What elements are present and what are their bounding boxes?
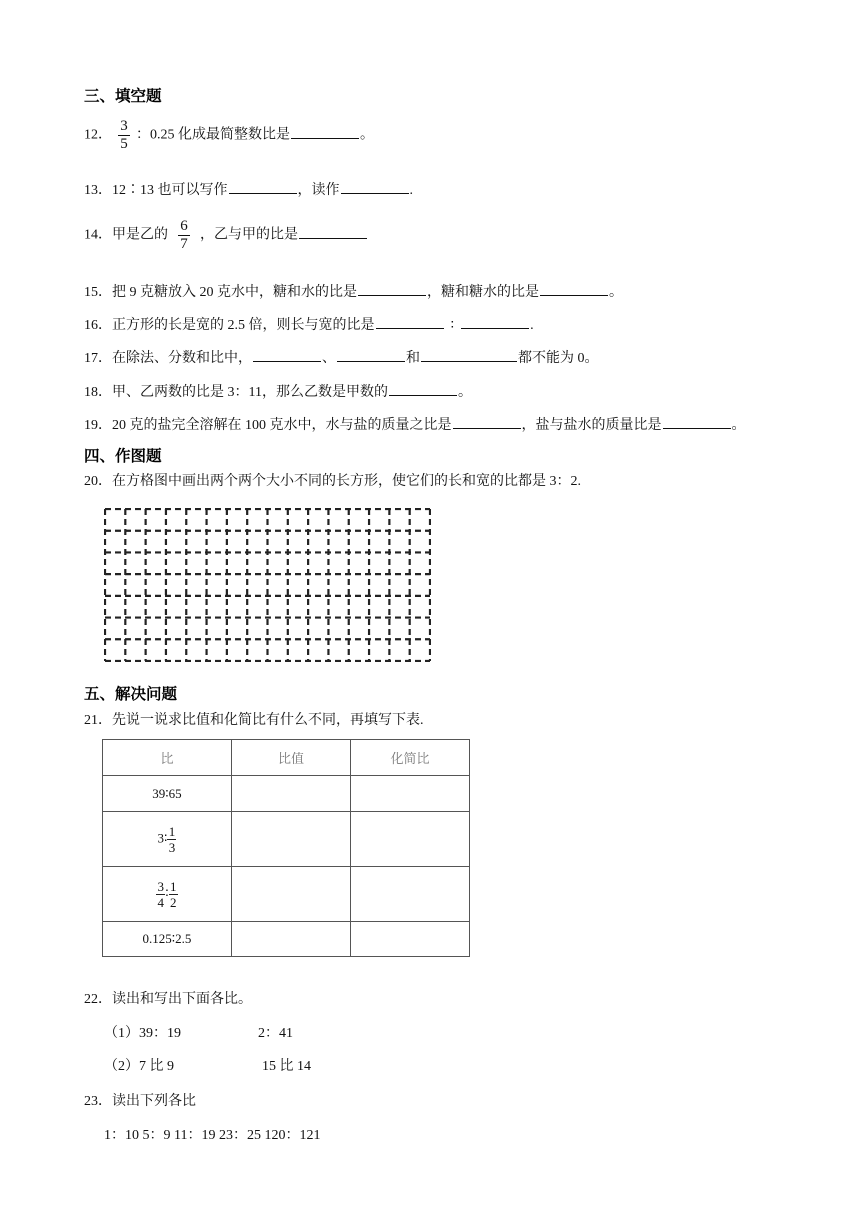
ratio-value-input-cell[interactable]: [232, 776, 351, 812]
answer-blank[interactable]: [421, 347, 517, 362]
fraction-numerator: 3: [120, 118, 128, 134]
question-text: 12∶13 也可以写作: [112, 183, 228, 198]
table-header-row: [103, 740, 470, 776]
fraction-6-7: [178, 218, 190, 253]
table-row: [103, 867, 470, 922]
ratio-table: [102, 739, 470, 957]
ratio-cell: [103, 812, 232, 867]
q22-line-1a: （1）39：19: [104, 1026, 181, 1041]
ratio-value-input-cell[interactable]: [232, 922, 351, 957]
question-text: ，乙与甲的比是: [200, 227, 298, 243]
simplified-ratio-input-cell[interactable]: [351, 776, 470, 812]
question-number: 21．: [84, 713, 112, 728]
answer-blank[interactable]: [453, 414, 521, 429]
fraction-numerator: 1: [168, 823, 176, 839]
table-row: [103, 812, 470, 867]
fraction-denominator: 4: [157, 894, 165, 910]
fraction-1-3: [167, 824, 176, 855]
fraction-denominator: 5: [120, 136, 128, 152]
fraction-denominator: 7: [180, 236, 188, 252]
table-row: [103, 922, 470, 957]
answer-blank[interactable]: [540, 281, 608, 296]
question-text: 正方形的长是宽的 2.5 倍，则长与宽的比是: [112, 318, 375, 333]
question-number: 14．: [84, 227, 112, 243]
ratio-colon: ∶: [450, 318, 455, 333]
ratio-cell: 0.125∶2.5: [103, 922, 232, 957]
simplified-ratio-input-cell[interactable]: [351, 867, 470, 922]
question-text: 甲、乙两数的比是 3：11，那么乙数是甲数的: [112, 385, 388, 400]
question-text: 在方格图中画出两个两个大小不同的长方形，使它们的长和宽的比都是 3：2.: [112, 474, 581, 489]
question-number: 13．: [84, 183, 112, 198]
question-15: [84, 281, 623, 303]
question-22: [84, 990, 252, 1010]
ratio-cell: [103, 867, 232, 922]
question-text: 在除法、分数和比中，: [112, 351, 252, 366]
header-ratio-value: 比值: [232, 740, 351, 776]
question-23: [84, 1092, 196, 1112]
punctuation: 。: [457, 385, 472, 400]
punctuation: 。: [360, 127, 374, 143]
answer-blank[interactable]: [358, 281, 426, 296]
question-text: 把 9 克糖放入 20 克水中，糖和水的比是: [112, 285, 357, 300]
q22-line-2b: 15 比 14: [262, 1059, 311, 1074]
ratio-term: 3: [157, 829, 165, 845]
question-number: 20．: [84, 474, 112, 489]
section-title-fill-blank: 三、填空题: [84, 87, 162, 105]
header-simplified-ratio: 化简比: [351, 740, 470, 776]
answer-blank[interactable]: [291, 124, 359, 139]
fraction-denominator: 3: [168, 839, 176, 855]
table-row: [103, 776, 470, 812]
header-ratio: 比: [103, 740, 232, 776]
question-text: 20 克的盐完全溶解在 100 克水中，水与盐的质量之比是: [112, 418, 452, 433]
punctuation: .: [530, 318, 534, 333]
dashed-square-grid[interactable]: [104, 508, 431, 662]
ratio-colon: ∶: [165, 884, 169, 900]
fraction-numerator: 6: [180, 218, 188, 234]
question-number: 17．: [84, 351, 112, 366]
answer-blank[interactable]: [229, 179, 297, 194]
question-number: 12．: [84, 127, 112, 143]
ratio-colon: ∶: [164, 829, 168, 845]
question-17: [84, 347, 599, 369]
answer-blank[interactable]: [341, 179, 409, 194]
question-text: 读出下列各比: [112, 1094, 196, 1109]
q23-ratios-line: 1：10 5：9 11：19 23：25 120：121: [104, 1128, 321, 1143]
fraction-denominator: 2: [169, 894, 177, 910]
fraction-3-5: [118, 118, 130, 153]
question-number: 23．: [84, 1094, 112, 1109]
q22-line-2a: （2）7 比 9: [104, 1059, 174, 1074]
question-text: ，糖和糖水的比是: [427, 285, 539, 300]
answer-blank[interactable]: [663, 414, 731, 429]
question-12: [84, 118, 374, 153]
question-number: 18．: [84, 385, 112, 400]
fraction-numerator: 1: [169, 878, 177, 894]
ratio-value-input-cell[interactable]: [232, 867, 351, 922]
answer-blank[interactable]: [376, 314, 444, 329]
question-13: [84, 179, 413, 201]
question-text: 读出和写出下面各比。: [112, 992, 252, 1007]
question-20: [84, 472, 581, 492]
question-14: [84, 218, 368, 253]
question-16: [84, 314, 534, 336]
question-text: 先说一说求比值和化简比有什么不同，再填写下表.: [112, 713, 424, 728]
punctuation: 。: [609, 285, 623, 300]
question-number: 22．: [84, 992, 112, 1007]
ratio-cell: 39∶65: [103, 776, 232, 812]
answer-blank[interactable]: [389, 381, 457, 396]
answer-blank[interactable]: [253, 347, 321, 362]
fraction-3-4: [156, 879, 165, 910]
question-number: 15．: [84, 285, 112, 300]
question-text: 、: [322, 351, 336, 366]
punctuation: .: [409, 183, 413, 198]
answer-blank[interactable]: [337, 347, 405, 362]
question-text: ，读作: [297, 183, 340, 198]
answer-blank[interactable]: [461, 314, 529, 329]
grid-drawing: [104, 508, 431, 662]
question-18: [84, 381, 472, 403]
section-title-drawing: 四、作图题: [84, 447, 162, 465]
simplified-ratio-input-cell[interactable]: [351, 812, 470, 867]
question-number: 16．: [84, 318, 112, 333]
ratio-value-input-cell[interactable]: [232, 812, 351, 867]
fraction-numerator: 3: [157, 878, 165, 894]
question-19: [84, 414, 746, 436]
punctuation: 。: [731, 418, 746, 433]
question-text: 甲是乙的: [112, 227, 168, 243]
question-text: 和: [406, 351, 420, 366]
simplified-ratio-input-cell[interactable]: [351, 922, 470, 957]
section-title-solve: 五、解决问题: [84, 685, 178, 703]
question-21: [84, 711, 424, 731]
question-number: 19．: [84, 418, 112, 433]
question-text: 都不能为 0。: [518, 351, 599, 366]
question-text: ，盐与盐水的质量比是: [521, 418, 662, 433]
question-text: ：0.25 化成最简整数比是: [136, 127, 290, 143]
answer-blank[interactable]: [299, 224, 367, 239]
q22-line-1b: 2：41: [258, 1026, 293, 1041]
fraction-1-2: [169, 879, 178, 910]
